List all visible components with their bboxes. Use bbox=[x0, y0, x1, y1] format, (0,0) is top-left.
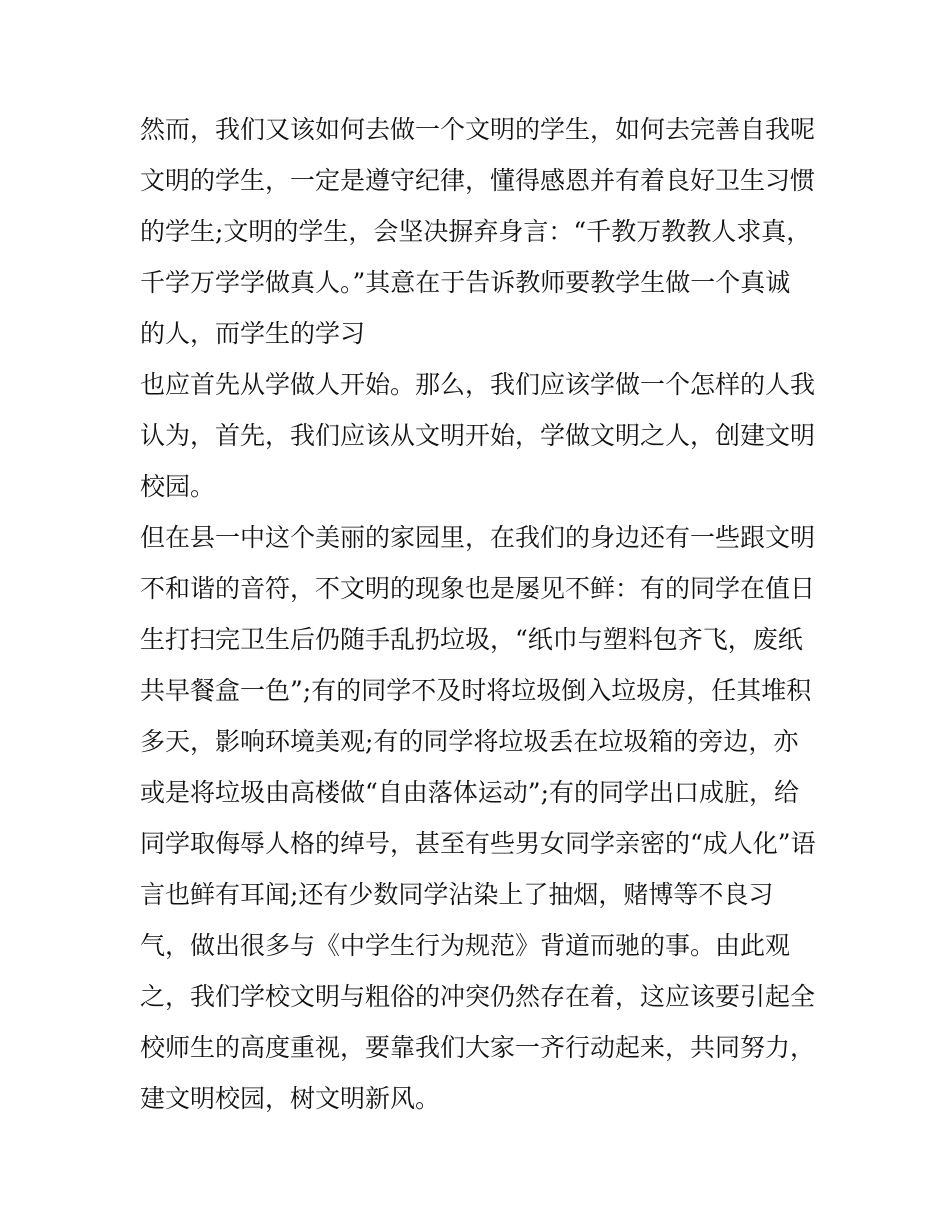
text-line: 校师生的高度重视，要靠我们大家一齐行动起来，共同努力， bbox=[140, 1033, 816, 1062]
text-line: 校园。 bbox=[140, 472, 216, 501]
text-line: 或是将垃圾由高楼做“自由落体运动”;有的同学出口成脏，给 bbox=[140, 778, 799, 807]
text-line: 生打扫完卫生后仍随手乱扔垃圾，“纸巾与塑料包齐飞，废纸 bbox=[140, 625, 803, 654]
text-line: 认为，首先，我们应该从文明开始，学做文明之人，创建文明 bbox=[140, 421, 816, 450]
text-line: 的人，而学生的学习 bbox=[140, 319, 366, 348]
text-line: 文明的学生，一定是遵守纪律，懂得感恩并有着良好卫生习惯 bbox=[140, 166, 816, 195]
text-line: 千学万学学做真人。”其意在于告诉教师要教学生做一个真诚 bbox=[140, 268, 791, 297]
text-line: 不和谐的音符，不文明的现象也是屡见不鲜：有的同学在值日 bbox=[140, 574, 816, 603]
text-line: 共早餐盒一色”;有的同学不及时将垃圾倒入垃圾房，任其堆积 bbox=[140, 676, 812, 705]
text-line: 同学取侮辱人格的绰号，甚至有些男女同学亲密的“成人化”语 bbox=[140, 829, 816, 858]
document-body bbox=[140, 104, 820, 1124]
text-line: 气，做出很多与《中学生行为规范》背道而驰的事。由此观 bbox=[140, 931, 791, 960]
text-line: 之，我们学校文明与粗俗的冲突仍然存在着，这应该要引起全 bbox=[140, 982, 816, 1011]
text-line: 言也鲜有耳闻;还有少数同学沾染上了抽烟，赌博等不良习 bbox=[140, 880, 774, 909]
text-line: 但在县一中这个美丽的家园里，在我们的身边还有一些跟文明 bbox=[140, 523, 816, 552]
text-line: 的学生;文明的学生，会坚决摒弃身言：“千教万教教人求真， bbox=[140, 217, 812, 246]
text-line: 然而，我们又该如何去做一个文明的学生，如何去完善自我呢 bbox=[140, 115, 816, 144]
text-line: 多天，影响环境美观;有的同学将垃圾丢在垃圾箱的旁边，亦 bbox=[140, 727, 799, 756]
text-line: 也应首先从学做人开始。那么，我们应该学做一个怎样的人我 bbox=[140, 370, 816, 399]
text-line: 建文明校园，树文明新风。 bbox=[140, 1084, 441, 1113]
